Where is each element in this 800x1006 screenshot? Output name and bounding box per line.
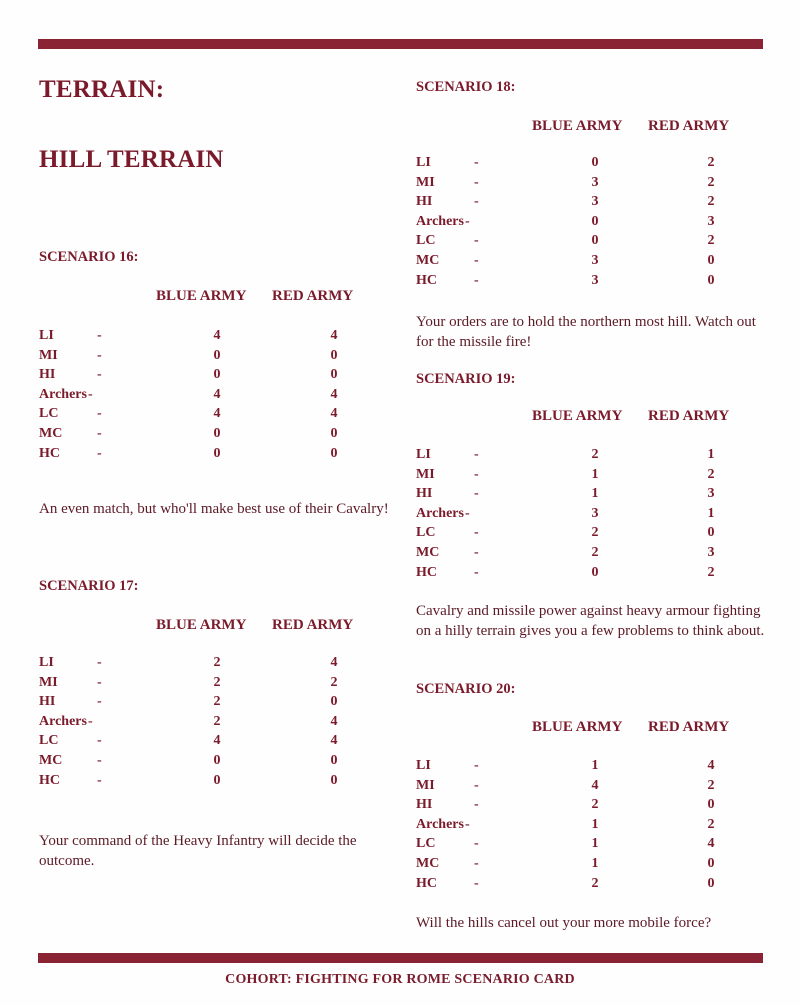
unit-label: Archers [416,505,464,521]
unit-label: MI [416,174,435,190]
unit-dash: - [474,836,479,852]
troop-row [416,778,746,798]
unit-label: HI [416,194,433,210]
scenario-19-troop-table [416,447,746,584]
troop-row [416,817,746,837]
blue-army-count: 0 [591,564,599,580]
unit-dash: - [88,713,93,729]
blue-army-count: 4 [213,328,221,343]
troop-row [416,545,746,565]
scenario-18-title: SCENARIO 18: [416,79,516,95]
troop-row [416,876,746,896]
unit-dash: - [474,174,479,190]
scenario-19-note: Cavalry and missile power against heavy armour fighting on a hilly terrain gives you a few problems to think about. [416,603,765,639]
blue-army-count: 0 [213,367,221,383]
unit-dash: - [474,797,479,813]
troop-row [416,214,746,234]
red-army-count: 0 [707,875,715,891]
red-army-count: 0 [330,367,338,383]
unit-label: HC [416,564,437,580]
blue-army-count: 2 [213,674,221,690]
blue-army-label: BLUE ARMY [532,719,623,735]
red-army-count: 0 [707,855,715,871]
unit-label: MC [416,544,440,560]
unit-dash: - [474,233,479,249]
red-army-count: 2 [330,674,338,690]
troop-row [416,194,746,214]
scenario-16-troop-table [39,328,369,465]
scenario-18-troop-table [416,155,746,292]
unit-dash: - [474,544,479,560]
blue-army-count: 2 [213,694,221,710]
troop-row [416,506,746,526]
unit-dash: - [474,875,479,891]
unit-label: HC [39,772,60,788]
unit-label: MC [416,855,440,871]
unit-dash: - [97,694,102,710]
unit-dash: - [97,425,102,441]
red-army-count: 2 [707,816,715,832]
blue-army-count: 3 [591,194,599,210]
troop-row [416,565,746,585]
unit-label: HI [39,694,56,710]
unit-dash: - [97,733,102,749]
blue-army-count: 2 [213,713,221,729]
troop-row [39,733,369,753]
blue-army-count: 4 [591,777,599,793]
scenario-17-army-header [39,617,379,637]
unit-dash: - [88,386,93,402]
blue-army-count: 2 [591,544,599,560]
unit-label: HI [416,797,433,813]
red-army-count: 2 [707,564,715,580]
unit-dash: - [465,505,470,521]
troop-row [416,856,746,876]
red-army-count: 0 [330,445,338,461]
red-army-count: 2 [707,233,715,249]
blue-army-count: 0 [591,155,599,170]
blue-army-label: BLUE ARMY [156,288,247,304]
unit-label: HC [39,445,60,461]
scenario-18-army-header [416,118,756,138]
unit-dash: - [474,486,479,502]
troop-row [416,447,746,467]
troop-row [39,328,369,348]
blue-army-count: 0 [213,347,221,363]
red-army-count: 2 [707,466,715,482]
blue-army-count: 3 [591,252,599,268]
red-army-count: 0 [330,694,338,710]
unit-dash: - [465,816,470,832]
top-rule [38,39,763,49]
unit-dash: - [474,564,479,580]
scenario-16-note: An even match, but who'll make best use of their Cavalry! [39,501,389,517]
red-army-count: 0 [330,425,338,441]
scenario-16-title: SCENARIO 16: [39,249,139,265]
troop-row [39,675,369,695]
blue-army-count: 0 [213,752,221,768]
troop-row [416,467,746,487]
unit-dash: - [97,328,102,343]
blue-army-count: 0 [591,213,599,229]
blue-army-count: 2 [591,797,599,813]
unit-label: LC [39,733,59,749]
red-army-count: 0 [707,797,715,813]
red-army-count: 0 [707,525,715,541]
unit-dash: - [474,758,479,773]
troop-row [416,273,746,293]
unit-label: MI [39,674,58,690]
scenario-20-title: SCENARIO 20: [416,681,516,697]
red-army-count: 4 [330,655,338,670]
red-army-label: RED ARMY [648,408,730,424]
troop-row [416,155,746,175]
unit-label: Archers [416,213,464,229]
unit-label: HC [416,875,437,891]
red-army-count: 0 [707,272,715,288]
blue-army-count: 2 [591,525,599,541]
unit-dash: - [97,445,102,461]
unit-dash: - [97,752,102,768]
troop-row [39,406,369,426]
blue-army-count: 0 [213,445,221,461]
red-army-count: 3 [707,213,715,229]
troop-row [39,753,369,773]
unit-dash: - [97,772,102,788]
red-army-count: 2 [707,174,715,190]
blue-army-count: 2 [591,875,599,891]
red-army-count: 4 [330,328,338,343]
red-army-count: 4 [330,713,338,729]
scenario-20-troop-table [416,758,746,895]
unit-dash: - [97,406,102,422]
unit-label: MI [416,466,435,482]
unit-label: MC [39,425,63,441]
scenario-17-troop-table [39,655,369,792]
scenario-20-army-header [416,719,756,739]
troop-row [39,348,369,368]
blue-army-count: 2 [591,447,599,462]
red-army-count: 0 [330,772,338,788]
scenario-20-note: Will the hills cancel out your more mobile force? [416,915,712,931]
unit-dash: - [465,213,470,229]
unit-dash: - [474,155,479,170]
troop-row [39,773,369,793]
unit-label: HI [416,486,433,502]
troop-row [416,797,746,817]
blue-army-count: 0 [213,772,221,788]
red-army-label: RED ARMY [272,288,354,304]
unit-dash: - [474,194,479,210]
bottom-rule [38,953,763,963]
blue-army-label: BLUE ARMY [156,617,247,633]
blue-army-count: 1 [591,816,599,832]
unit-label: LC [416,233,436,249]
unit-label: LI [416,155,431,170]
unit-label: LC [416,525,436,541]
unit-dash: - [97,347,102,363]
unit-label: MC [39,752,63,768]
unit-label: HC [416,272,437,288]
red-army-label: RED ARMY [648,118,730,134]
unit-dash: - [97,367,102,383]
troop-row [416,758,746,778]
blue-army-count: 2 [213,655,221,670]
red-army-count: 4 [707,758,715,773]
scenario-18-note: Your orders are to hold the northern most hill. Watch out for the missile fire! [416,314,756,350]
unit-dash: - [474,466,479,482]
red-army-count: 1 [707,447,715,462]
unit-label: LC [416,836,436,852]
troop-row [416,836,746,856]
red-army-count: 3 [707,544,715,560]
unit-label: Archers [39,386,87,402]
red-army-count: 0 [330,347,338,363]
scenario-16-army-header [39,288,379,308]
scenario-19-army-header [416,408,756,428]
troop-row [39,446,369,466]
unit-label: Archers [416,816,464,832]
blue-army-count: 3 [591,174,599,190]
blue-army-count: 1 [591,836,599,852]
troop-row [416,233,746,253]
footer-caption: COHORT: FIGHTING FOR ROME SCENARIO CARD [225,972,575,987]
blue-army-count: 3 [591,505,599,521]
red-army-label: RED ARMY [648,719,730,735]
unit-dash: - [97,655,102,670]
hill-terrain-heading: HILL TERRAIN [39,146,224,173]
unit-label: Archers [39,713,87,729]
unit-dash: - [474,777,479,793]
blue-army-count: 1 [591,486,599,502]
red-army-count: 0 [330,752,338,768]
red-army-count: 2 [707,777,715,793]
unit-label: LC [39,406,59,422]
scenario-17-note: Your command of the Heavy Infantry will decide the outcome. [39,833,357,869]
red-army-count: 1 [707,505,715,521]
unit-label: MI [416,777,435,793]
unit-dash: - [474,855,479,871]
troop-row [416,175,746,195]
unit-dash: - [97,674,102,690]
scenario-17-title: SCENARIO 17: [39,578,139,594]
blue-army-count: 1 [591,758,599,773]
troop-row [39,387,369,407]
blue-army-count: 0 [591,233,599,249]
troop-row [39,426,369,446]
unit-label: LI [39,328,54,343]
unit-label: MC [416,252,440,268]
red-army-count: 0 [707,252,715,268]
unit-dash: - [474,447,479,462]
unit-dash: - [474,525,479,541]
red-army-count: 2 [707,194,715,210]
blue-army-count: 0 [213,425,221,441]
red-army-count: 2 [707,155,715,170]
red-army-count: 4 [707,836,715,852]
troop-row [39,655,369,675]
unit-label: MI [39,347,58,363]
troop-row [39,367,369,387]
blue-army-label: BLUE ARMY [532,408,623,424]
blue-army-count: 4 [213,406,221,422]
unit-label: LI [416,758,431,773]
blue-army-count: 4 [213,386,221,402]
unit-label: LI [416,447,431,462]
red-army-count: 4 [330,386,338,402]
red-army-count: 4 [330,733,338,749]
troop-row [416,486,746,506]
blue-army-label: BLUE ARMY [532,118,623,134]
unit-label: LI [39,655,54,670]
scenario-19-title: SCENARIO 19: [416,371,516,387]
blue-army-count: 4 [213,733,221,749]
troop-row [39,694,369,714]
red-army-count: 4 [330,406,338,422]
blue-army-count: 1 [591,466,599,482]
terrain-heading: TERRAIN: [39,76,165,103]
red-army-label: RED ARMY [272,617,354,633]
unit-dash: - [474,252,479,268]
unit-dash: - [474,272,479,288]
troop-row [416,525,746,545]
unit-label: HI [39,367,56,383]
troop-row [416,253,746,273]
troop-row [39,714,369,734]
blue-army-count: 1 [591,855,599,871]
blue-army-count: 3 [591,272,599,288]
red-army-count: 3 [707,486,715,502]
